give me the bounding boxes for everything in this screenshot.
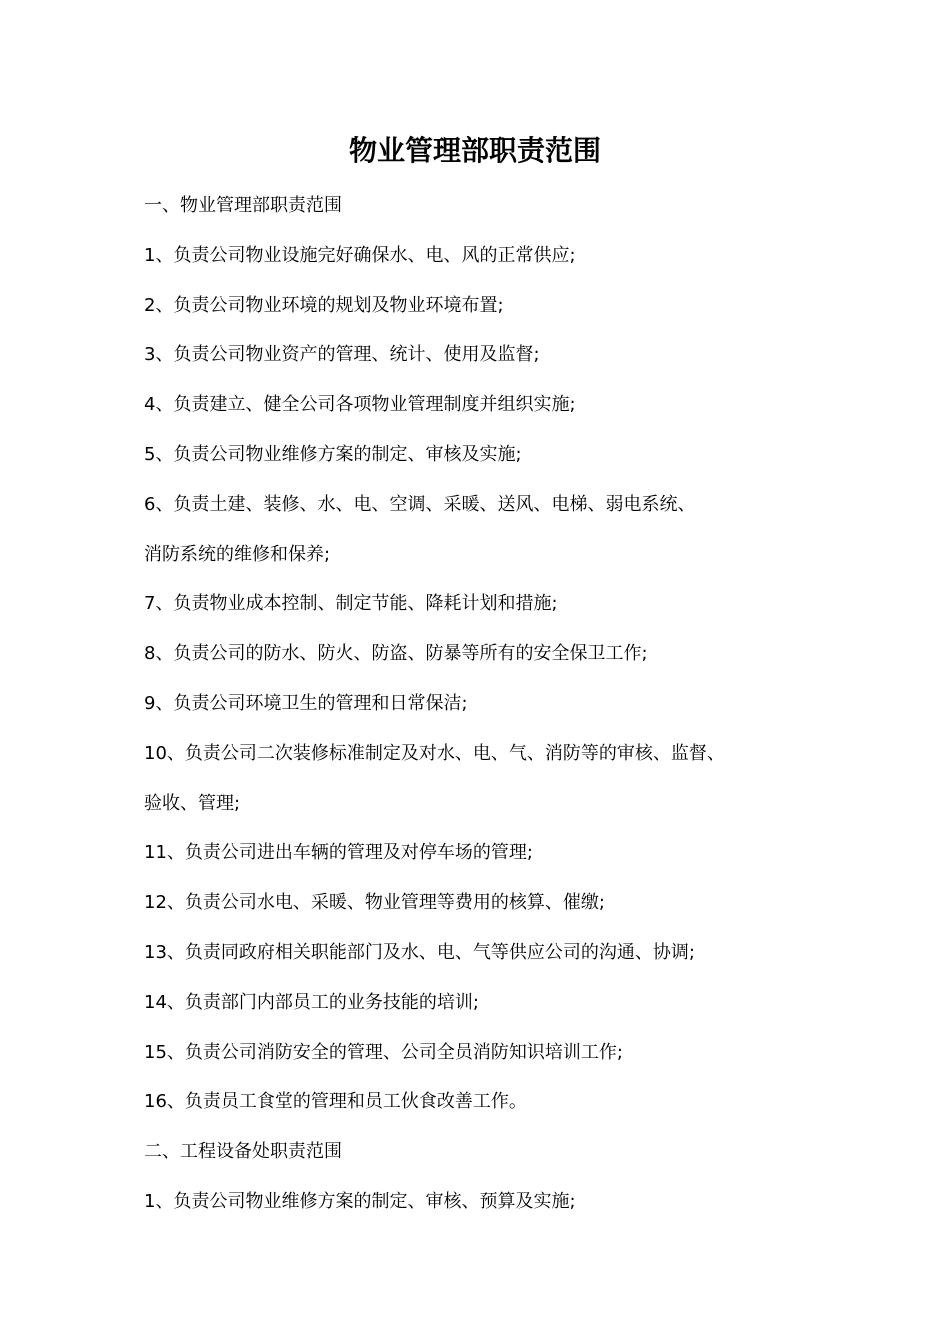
duty-item: 5、负责公司物业维修方案的制定、审核及实施;: [144, 443, 522, 465]
duty-item: 12、负责公司水电、采暖、物业管理等费用的核算、催缴;: [144, 892, 605, 914]
duty-item: 1、负责公司物业设施完好确保水、电、风的正常供应;: [144, 244, 576, 266]
document-body: [144, 181, 824, 1227]
duty-item: 3、负责公司物业资产的管理、统计、使用及监督;: [144, 344, 540, 366]
duty-item-continuation: 验收、管理;: [144, 792, 241, 814]
duty-item: 2、负责公司物业环境的规划及物业环境布置;: [144, 294, 504, 316]
duty-item: 9、负责公司环境卫生的管理和日常保洁;: [144, 692, 468, 714]
duty-item-continuation: 消防系统的维修和保养;: [144, 543, 331, 565]
duty-item: 8、负责公司的防水、防火、防盗、防暴等所有的安全保卫工作;: [144, 643, 648, 665]
document-title: 物业管理部职责范围: [348, 134, 601, 167]
duty-item: 6、负责土建、装修、水、电、空调、采暖、送风、电梯、弱电系统、: [144, 493, 696, 515]
duty-item: 4、负责建立、健全公司各项物业管理制度并组织实施;: [144, 394, 576, 416]
duty-item: 7、负责物业成本控制、制定节能、降耗计划和措施;: [144, 593, 558, 615]
duty-item: 1、负责公司物业维修方案的制定、审核、预算及实施;: [144, 1190, 576, 1212]
duty-item: 10、负责公司二次装修标准制定及对水、电、气、消防等的审核、监督、: [144, 742, 725, 764]
duty-item: 16、负责员工食堂的管理和员工伙食改善工作。: [144, 1091, 527, 1113]
duty-item: 11、负责公司进出车辆的管理及对停车场的管理;: [144, 842, 533, 864]
section-heading: 二、工程设备处职责范围: [144, 1141, 342, 1163]
duty-item: 15、负责公司消防安全的管理、公司全员消防知识培训工作;: [144, 1041, 623, 1063]
duty-item: 14、负责部门内部员工的业务技能的培训;: [144, 991, 479, 1013]
duty-item: 13、负责同政府相关职能部门及水、电、气等供应公司的沟通、协调;: [144, 941, 695, 963]
section-heading: 一、物业管理部职责范围: [144, 195, 342, 216]
